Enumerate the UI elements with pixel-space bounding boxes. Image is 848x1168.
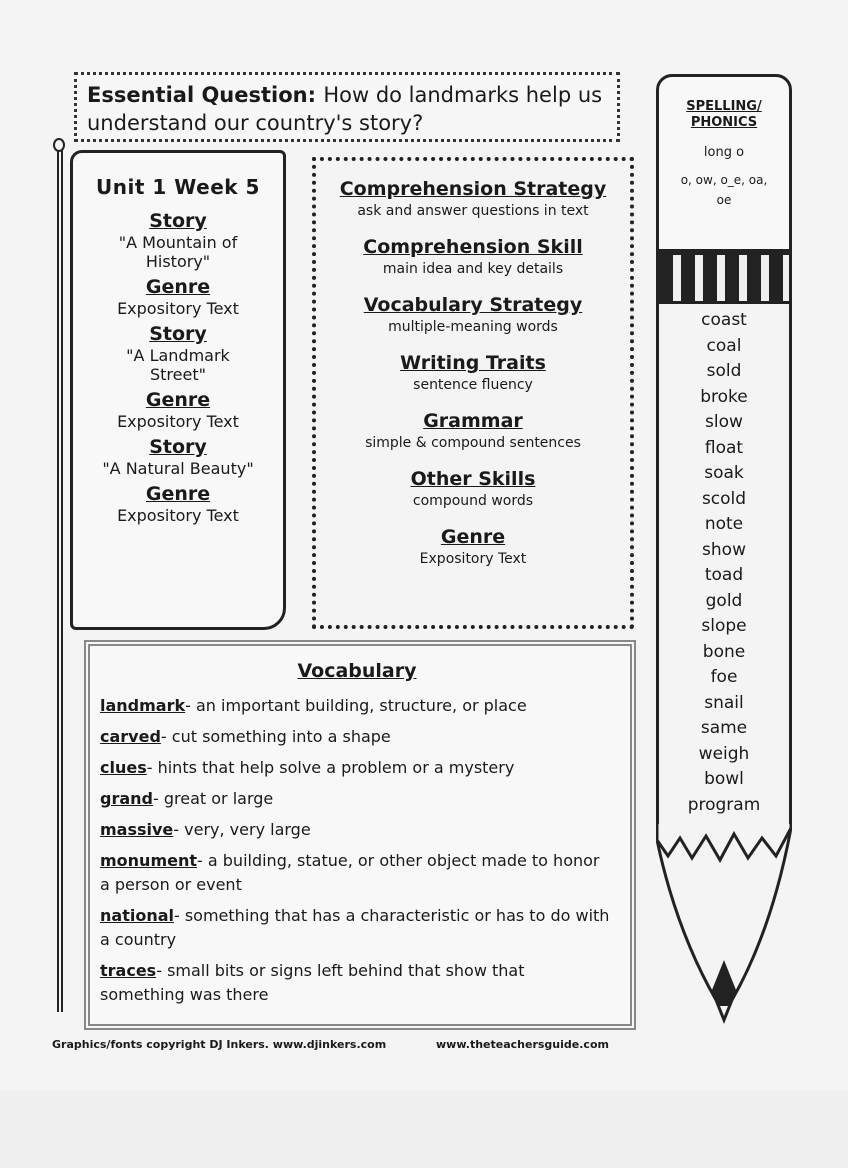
vocab-word: massive (100, 820, 174, 839)
essential-question-label: Essential Question: (87, 83, 317, 107)
page-bottom-band (0, 1090, 848, 1168)
spelling-word: gold (705, 590, 743, 611)
skill-heading: Other Skills (410, 468, 536, 490)
unit-item-heading: Story (149, 210, 207, 232)
unit-item-value: "A Landmark Street" (126, 346, 230, 384)
spelling-word: broke (700, 386, 748, 407)
unit-item-heading: Genre (145, 389, 211, 411)
essential-question (87, 81, 607, 137)
unit-item-value: Expository Text (117, 506, 239, 525)
skill-heading: Comprehension Skill (363, 236, 583, 258)
skill-heading: Writing Traits (400, 352, 546, 374)
vocabulary-title: Vocabulary (297, 660, 417, 682)
unit-title: Unit 1 Week 5 (96, 175, 260, 199)
phonics-pattern: long o (703, 145, 745, 160)
footer-copyright: Graphics/fonts copyright DJ Inkers. www.djinkers.com (52, 1038, 387, 1051)
vocabulary-box (84, 640, 636, 1030)
unit-banner (70, 150, 286, 630)
vocab-entry (100, 904, 614, 952)
essential-question-box (74, 72, 620, 142)
skill-heading: Vocabulary Strategy (363, 294, 583, 316)
vocab-definition: - cut something into a shape (160, 727, 391, 746)
unit-item-heading: Story (149, 323, 207, 345)
spelling-word: show (702, 539, 746, 560)
spelling-word: scold (701, 488, 747, 509)
pencil-tip (656, 810, 792, 1026)
unit-item-value: "A Mountain of History" (118, 233, 238, 271)
spelling-word: weigh (698, 743, 750, 764)
vocab-word: landmark (100, 696, 186, 715)
pencil-eraser (656, 74, 792, 252)
skill-value: ask and answer questions in text (357, 203, 589, 219)
vocab-word: traces (100, 961, 157, 980)
spelling-word: program (687, 794, 761, 815)
skill-value: Expository Text (419, 551, 527, 567)
spelling-word: snail (704, 692, 744, 713)
phonics-title: SPELLING/ PHONICS (686, 99, 762, 130)
spelling-word-list (659, 308, 789, 818)
unit-item-value: "A Natural Beauty" (102, 459, 254, 478)
vocab-word: clues (100, 758, 147, 777)
vocab-word: carved (100, 727, 161, 746)
skill-value: main idea and key details (382, 261, 564, 277)
spelling-word: coast (701, 310, 747, 330)
vocab-definition: - small bits or signs left behind that show that something was there (100, 961, 525, 1004)
spelling-word: bowl (704, 769, 744, 789)
vocab-entry (100, 694, 614, 718)
vocab-definition: - hints that help solve a problem or a mystery (146, 758, 515, 777)
spelling-word: slope (701, 616, 747, 636)
spelling-word: note (704, 514, 744, 534)
unit-item-heading: Genre (145, 483, 211, 505)
vocab-definition: - a building, statue, or other object made to honor a person or event (100, 851, 600, 894)
spelling-word: float (704, 437, 744, 458)
unit-item-value: Expository Text (117, 412, 239, 431)
skill-value: compound words (412, 493, 534, 509)
vocab-definition: - very, very large (173, 820, 311, 839)
skill-value: simple & compound sentences (365, 435, 581, 451)
vocab-word: monument (100, 851, 198, 870)
unit-item-heading: Genre (145, 276, 211, 298)
spelling-word: toad (704, 565, 744, 585)
spelling-word: slow (705, 412, 743, 432)
vocab-entry (100, 756, 614, 780)
vocab-entry (100, 849, 614, 897)
footer-website: www.theteachersguide.com (436, 1038, 609, 1051)
spelling-word: soak (704, 463, 744, 483)
unit-item-heading: Story (149, 436, 207, 458)
vocab-definition: - great or large (152, 789, 274, 808)
vocab-entry (100, 959, 614, 1007)
skill-heading: Grammar (423, 410, 523, 432)
skill-value: multiple-meaning words (388, 319, 558, 335)
vocab-word: grand (100, 789, 153, 808)
skill-heading: Comprehension Strategy (339, 178, 607, 200)
skills-box (312, 157, 634, 629)
spelling-word: sold (706, 361, 742, 381)
phonics-spellings: o, ow, o_e, oa, oe (680, 173, 768, 207)
vocab-entry (100, 725, 614, 749)
spelling-word: bone (702, 641, 746, 662)
unit-item-value: Expository Text (117, 299, 239, 318)
pencil-body (656, 304, 792, 824)
essential-question-text: How do landmarks help us understand our country's story? (87, 83, 603, 135)
spelling-word: same (700, 718, 748, 738)
vocab-entry (100, 787, 614, 811)
pencil-ferrule (656, 252, 792, 304)
flagpole (57, 150, 63, 1012)
spelling-word: coal (706, 335, 742, 356)
skill-heading: Genre (440, 526, 506, 548)
vocab-definition: - something that has a characteristic or has to do with a country (100, 906, 610, 949)
vocab-definition: - an important building, structure, or place (185, 696, 527, 715)
vocab-entry (100, 818, 614, 842)
vocab-word: national (100, 906, 174, 925)
skill-value: sentence fluency (413, 377, 533, 393)
spelling-word: foe (710, 667, 738, 687)
